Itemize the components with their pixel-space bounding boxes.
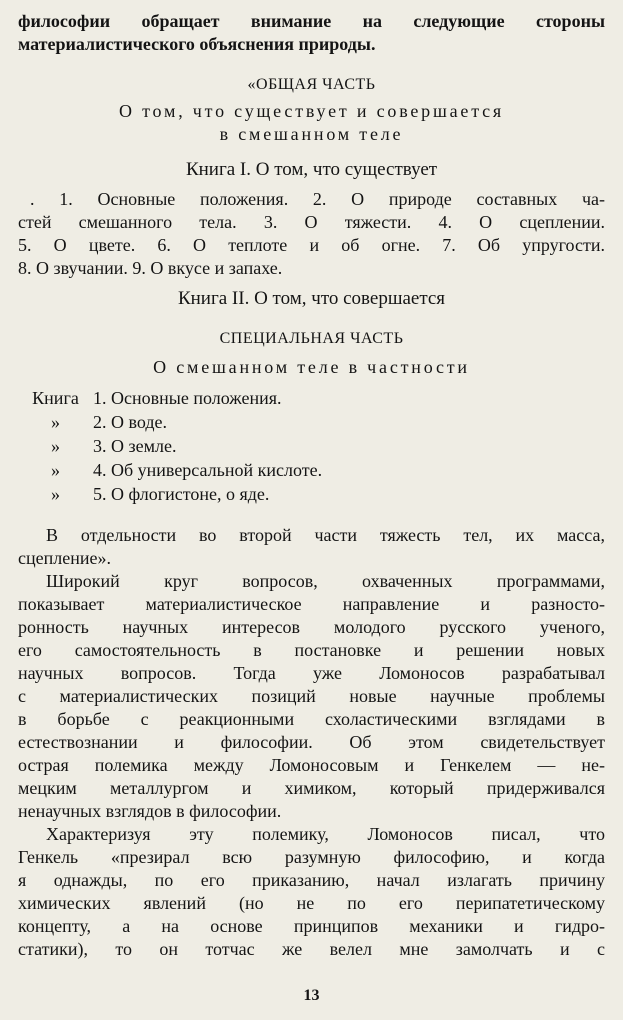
book-1-title: Книга I. О том, что существует: [185, 159, 438, 180]
special-part-contents: [18, 386, 605, 506]
text-line: острая полемика между Ломоносовым и Генкелем — не-: [18, 755, 605, 775]
text-line: Генкель «презирал всю разумную философию, и когда: [18, 847, 605, 867]
list-item: [18, 482, 605, 506]
toc-marker: Книга: [32, 388, 79, 408]
toc-marker: »: [51, 412, 60, 432]
text-line: его самостоятельность в постановке и решении новых: [18, 640, 605, 660]
special-part-heading: СПЕЦИАЛЬНАЯ ЧАСТЬ: [219, 330, 404, 347]
text-line: научных вопросов. Тогда уже Ломоносов разрабатывал: [18, 663, 605, 683]
text-line: материалистического объяснения природы.: [18, 34, 376, 54]
toc-marker: »: [51, 460, 60, 480]
paragraph-2: [18, 570, 605, 823]
general-part-subtitle: О том, что существует и совершается: [119, 101, 504, 121]
text-line: показывает материалистическое направление и разносто-: [18, 594, 605, 614]
text-line: естествознании и философии. Об этом свидетельствует: [18, 732, 605, 752]
toc-text: 5. О флогистоне, о яде.: [93, 484, 270, 504]
text-line: в борьбе с реакционными схоластическими взглядами в: [18, 709, 605, 729]
text-line: ронность научных интересов молодого русского ученого,: [18, 617, 605, 637]
text-line: с материалистических позиций новые научные проблемы: [18, 686, 605, 706]
text-line: Характеризуя эту полемику, Ломоносов писал, что: [46, 824, 605, 844]
general-part: [18, 73, 605, 310]
book-2-title: Книга II. О том, что совершается: [177, 288, 446, 309]
text-line: статики), то он тотчас же велел мне замолчать и с: [18, 939, 605, 959]
toc-marker: »: [51, 436, 60, 456]
text-line: стей смешанного тела. 3. О тяжести. 4. О сцеплении.: [18, 212, 605, 232]
list-item: [18, 434, 605, 458]
general-part-heading: «ОБЩАЯ ЧАСТЬ: [247, 76, 376, 93]
toc-text: 3. О земле.: [93, 436, 177, 456]
toc-text: 1. Основные положения.: [93, 388, 282, 408]
page-number: 13: [303, 987, 320, 1004]
text-line: ненаучных взглядов в философии.: [18, 801, 282, 821]
special-part: [18, 327, 605, 506]
toc-text: 2. О воде.: [93, 412, 168, 432]
list-item: [18, 386, 605, 410]
intro-paragraph: [18, 10, 605, 56]
text-line: . 1. Основные положения. 2. О природе составных ча-: [30, 189, 605, 209]
text-line: я однажды, по его приказанию, начал излагать причину: [18, 870, 605, 890]
toc-text: 4. Об универсальной кислоте.: [93, 460, 323, 480]
book-1-contents: [18, 188, 605, 280]
text-line: химических явлений (но не по его перипатетическому: [18, 893, 605, 913]
text-line: 8. О звучании. 9. О вкусе и запахе.: [18, 258, 283, 278]
paragraph-1: [18, 524, 605, 570]
toc-marker: »: [51, 484, 60, 504]
list-item: [18, 410, 605, 434]
text-line: философии обращает внимание на следующие стороны: [18, 11, 605, 31]
text-line: В отдельности во второй части тяжесть тел, их масса,: [46, 525, 605, 545]
text-line: 5. О цвете. 6. О теплоте и об огне. 7. Об упругости.: [18, 235, 605, 255]
paragraph-3: [18, 823, 605, 961]
general-part-subtitle-continued: в смешанном теле: [219, 124, 404, 144]
special-part-subtitle: О смешанном теле в частности: [153, 357, 470, 377]
list-item: [18, 458, 605, 482]
text-line: Широкий круг вопросов, охваченных программами,: [46, 571, 605, 591]
text-line: мецким металлургом и химиком, который придерживался: [18, 778, 605, 798]
text-line: сцепление».: [18, 548, 111, 568]
text-line: концепту, а на основе принципов механики и гидро-: [18, 916, 605, 936]
